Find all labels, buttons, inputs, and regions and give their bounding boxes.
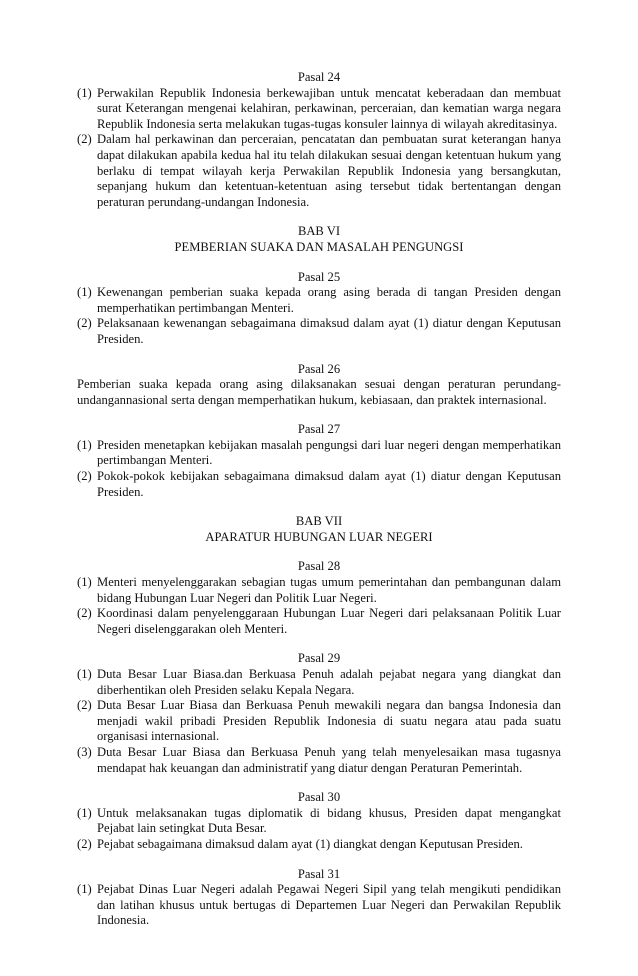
clause-text: Perwakilan Republik Indonesia berkewajiban untuk mencatat keberadaan dan membuat surat Keterangan mengenai kelahiran, perkawinan, perceraian, dan kematian warga negara Republik Indonesia serta melakukan tugas-tugas konsuler lainnya di wilayah akreditasinya. [97, 85, 561, 131]
article-heading: Pasal 26 [297, 361, 341, 376]
clause-number: (1) [77, 575, 92, 590]
article-clause [77, 667, 561, 698]
article-heading: Pasal 31 [297, 866, 341, 881]
article-heading: Pasal 29 [297, 651, 341, 666]
article-heading: Pasal 24 [297, 70, 341, 84]
article-clause [77, 438, 561, 469]
clause-text: Untuk melaksanakan tugas diplomatik di bidang khusus, Presiden dapat mengangkat Pejabat lain setingkat Duta Besar. [97, 805, 561, 836]
chapter-title: APARATUR HUBUNGAN LUAR NEGERI [205, 529, 433, 544]
clause-number: (3) [77, 744, 92, 759]
article-clause [77, 698, 561, 745]
clause-text: Duta Besar Luar Biasa dan Berkuasa Penuh mewakili negara dan bangsa Indonesia dan menjadi wakil pribadi Presiden Republik Indonesia di suatu negara atau pada suatu organisasi internasional. [97, 698, 561, 744]
article-clause [77, 837, 561, 853]
article-clause [77, 606, 561, 637]
document-page [77, 70, 561, 929]
article-clause [77, 806, 561, 837]
article-clause [77, 745, 561, 776]
clause-text: Kewenangan pemberian suaka kepada orang asing berada di tangan Presiden dengan memperhatikan pertimbangan Menteri. [97, 285, 561, 315]
clause-text: Dalam hal perkawinan dan perceraian, pencatatan dan pembuatan surat keterangan hanya dapat dilakukan apabila kedua hal itu telah dilakukan sesuai dengan ketentuan hukum yang berlaku di tempat wilayah kerja Perwakilan Republik Indonesia yang bersangkutan, sepanjang hukum dan ketentuan-ketentuan asing tersebut tidak bertentangan dengan peraturan perundang-undangan Indonesia. [97, 132, 561, 209]
clause-text: Pejabat Dinas Luar Negeri adalah Pegawai Negeri Sipil yang telah mengikuti pendidikan dan latihan khusus untuk bertugas di Departemen Luar Negeri dan Perwakilan Republik Indonesia. [97, 882, 561, 928]
clause-number: (1) [77, 285, 92, 300]
article-heading: Pasal 27 [297, 422, 341, 437]
clause-number: (2) [77, 132, 92, 147]
clause-number: (2) [77, 469, 92, 484]
clause-number: (2) [77, 316, 92, 331]
clause-text: Presiden menetapkan kebijakan masalah pengungsi dari luar negeri dengan memperhatikan pertimbangan Menteri. [97, 437, 561, 468]
clause-text: Duta Besar Luar Biasa.dan Berkuasa Penuh adalah pejabat negara yang diangkat dan diberhentikan oleh Presiden selaku Kepala Negara. [97, 667, 561, 697]
clause-number: (1) [77, 805, 92, 820]
clause-number: (2) [77, 836, 92, 851]
article-paragraph: Pemberian suaka kepada orang asing dilaksanakan sesuai dengan peraturan perundang-undangannasional serta dengan memperhatikan hukum, kebiasaan, dan praktek internasional. [77, 377, 561, 407]
article-clause [77, 285, 561, 316]
clause-number: (2) [77, 698, 92, 713]
clause-number: (1) [77, 85, 92, 100]
article-clause [77, 882, 561, 929]
article-heading: Pasal 25 [297, 269, 341, 284]
article-clause [77, 86, 561, 133]
article-clause [77, 469, 561, 500]
article-heading: Pasal 30 [297, 790, 341, 805]
clause-text: Menteri menyelenggarakan sebagian tugas umum pemerintahan dan pembangunan dalam bidang Hubungan Luar Negeri dan Politik Luar Negeri. [97, 575, 561, 605]
clause-number: (1) [77, 667, 92, 681]
chapter-number: BAB VI [297, 224, 341, 239]
clause-text: Pejabat sebagaimana dimaksud dalam ayat (1) diangkat dengan Keputusan Presiden. [97, 836, 523, 851]
chapter-number: BAB VII [295, 514, 343, 529]
clause-text: Pelaksanaan kewenangan sebagaimana dimaksud dalam ayat (1) diatur dengan Keputusan Presiden. [97, 316, 561, 346]
clause-number: (1) [77, 437, 92, 452]
article-heading: Pasal 28 [297, 559, 341, 574]
article-clause [77, 132, 561, 210]
clause-text: Pokok-pokok kebijakan sebagaimana dimaksud dalam ayat (1) diatur dengan Keputusan Presiden. [97, 469, 561, 499]
clause-text: Koordinasi dalam penyelenggaraan Hubungan Luar Negeri dari pelaksanaan Politik Luar Negeri diselenggarakan oleh Menteri. [97, 606, 561, 636]
chapter-title: PEMBERIAN SUAKA DAN MASALAH PENGUNGSI [174, 239, 464, 254]
clause-text: Duta Besar Luar Biasa dan Berkuasa Penuh yang telah menyelesaikan masa tugasnya mendapat hak keuangan dan administratif yang diatur dengan Peraturan Pemerintah. [97, 744, 561, 775]
article-clause [77, 575, 561, 606]
clause-number: (1) [77, 882, 92, 897]
clause-number: (2) [77, 606, 92, 621]
article-clause [77, 316, 561, 347]
